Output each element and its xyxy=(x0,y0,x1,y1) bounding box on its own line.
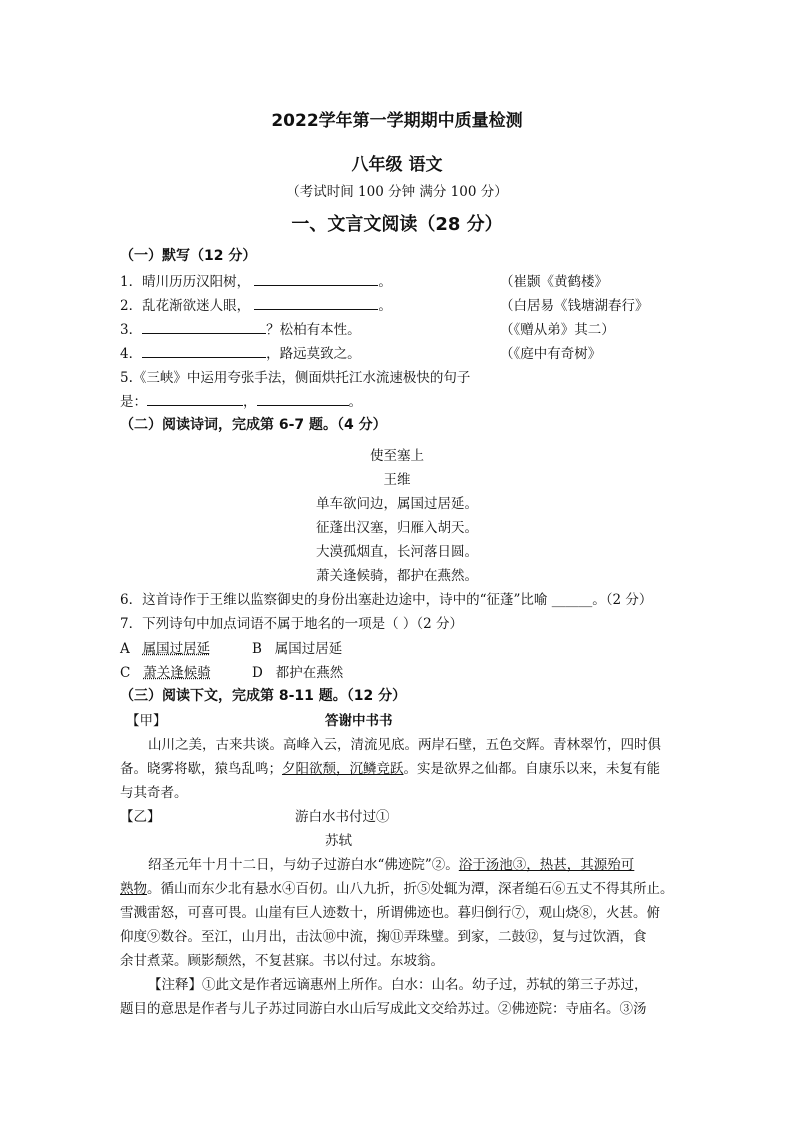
part-heading: 一、文言文阅读（28 分） xyxy=(291,214,503,235)
poem-line: 征蓬出汉塞，归雁入胡天。 xyxy=(316,520,478,536)
section2-heading: （二）阅读诗词，完成第 6-7 题。（4 分） xyxy=(120,417,387,433)
option-d: D 都护在燕然 xyxy=(252,665,344,681)
question-3: 3． ？松柏有本性。 xyxy=(120,318,361,338)
poem-line: 单车欲问边，属国过居延。 xyxy=(316,496,478,512)
answer-blank xyxy=(254,271,378,286)
option-b: B 属国过居延 xyxy=(252,641,343,657)
yi-line: 熟物。循山而东少北有悬水④百仞。山八九折，折⑤处辄为潭，深者缒石⑥五丈不得其所止。 xyxy=(120,881,674,897)
question-2: 2．乱花渐欲迷人眼， 。 xyxy=(120,294,392,314)
question-4: 4． ，路远莫致之。 xyxy=(120,342,361,362)
jia-line: 备。晓雾将歇，猿鸟乱鸣；夕阳欲颓，沉鳞竞跃。实是欲界之仙都。自康乐以来，未复有能 xyxy=(120,761,660,777)
option-c: C 萧关逢候骑 xyxy=(120,665,211,681)
exam-title: 2022学年第一学期期中质量检测 xyxy=(271,111,523,131)
jia-line: 与其奇者。 xyxy=(120,785,188,801)
poem-line: 萧关逢候骑，都护在燕然。 xyxy=(316,568,478,584)
answer-blank xyxy=(147,391,243,406)
yi-line: 余甘煮菜。顾影颓然，不复甚寐。书以付过。东坡翁。 xyxy=(120,953,444,969)
option-a: A 属国过居延 xyxy=(120,641,211,657)
poem-author: 王维 xyxy=(383,472,411,488)
answer-blank xyxy=(142,319,266,334)
yi-line: 绍圣元年十月十二日，与幼子过游白水“佛迹院”②。浴于汤池③，热甚，其源殆可 xyxy=(148,857,635,873)
yi-title: 游白水书付过① xyxy=(295,809,390,825)
yi-author: 苏轼 xyxy=(325,833,352,849)
jia-title: 答谢中书书 xyxy=(325,713,393,729)
jia-line: 山川之美，古来共谈。高峰入云，清流见底。两岸石壁，五色交辉。青林翠竹，四时俱 xyxy=(148,737,661,753)
answer-blank xyxy=(254,295,378,310)
section3-heading: （三）阅读下文，完成第 8-11 题。（12 分） xyxy=(120,688,407,704)
note-line: 题目的意思是作者与儿子苏过同游白水山后写成此文交给苏过。②佛迹院：寺庙名。③汤 xyxy=(120,1001,647,1017)
source-4: （《庭中有奇树》 xyxy=(500,346,602,362)
poem-title: 使至塞上 xyxy=(370,448,424,464)
poem-line: 大漠孤烟直，长河落日圆。 xyxy=(316,544,478,560)
answer-blank xyxy=(257,391,349,406)
yi-line: 雪溅雷怒，可喜可畏。山崖有巨人迹数十，所谓佛迹也。暮归倒行⑦，观山烧⑧，火甚。俯 xyxy=(120,905,660,921)
question-5-line2: 是： ， 。 xyxy=(120,390,362,410)
section1-heading: （一）默写（12 分） xyxy=(120,248,257,264)
jia-label: 【甲】 xyxy=(126,713,167,729)
source-3: （《赠从弟》其二） xyxy=(500,322,615,338)
question-7: 7．下列诗句中加点词语不属于地名的一项是（ ）（2 分） xyxy=(120,616,464,632)
note-line: 【注释】①此文是作者远谪惠州上所作。白水：山名。幼子过，苏轼的第三子苏过， xyxy=(148,977,648,993)
question-5-line1: 5.《三峡》中运用夸张手法，侧面烘托江水流速极快的句子 xyxy=(120,370,471,386)
question-6: 6．这首诗作于王维以监察御史的身份出塞赴边途中，诗中的“征蓬”比喻 ______。（2 分） xyxy=(120,592,653,608)
source-1: （崔颢《黄鹤楼》 xyxy=(500,274,608,290)
answer-blank xyxy=(142,343,266,358)
exam-info: （考试时间 100 分钟 满分 100 分） xyxy=(286,184,508,200)
question-1: 1．晴川历历汉阳树， 。 xyxy=(120,270,392,290)
yi-label: 【乙】 xyxy=(120,809,161,825)
source-2: （白居易《钱塘湖春行》 xyxy=(500,298,649,314)
yi-line: 仰度⑨数谷。至江，山月出，击汰⑩中流，掬⑪弄珠璧。到家，二鼓⑫，复与过饮酒，食 xyxy=(120,929,647,945)
exam-subtitle: 八年级 语文 xyxy=(351,155,443,175)
